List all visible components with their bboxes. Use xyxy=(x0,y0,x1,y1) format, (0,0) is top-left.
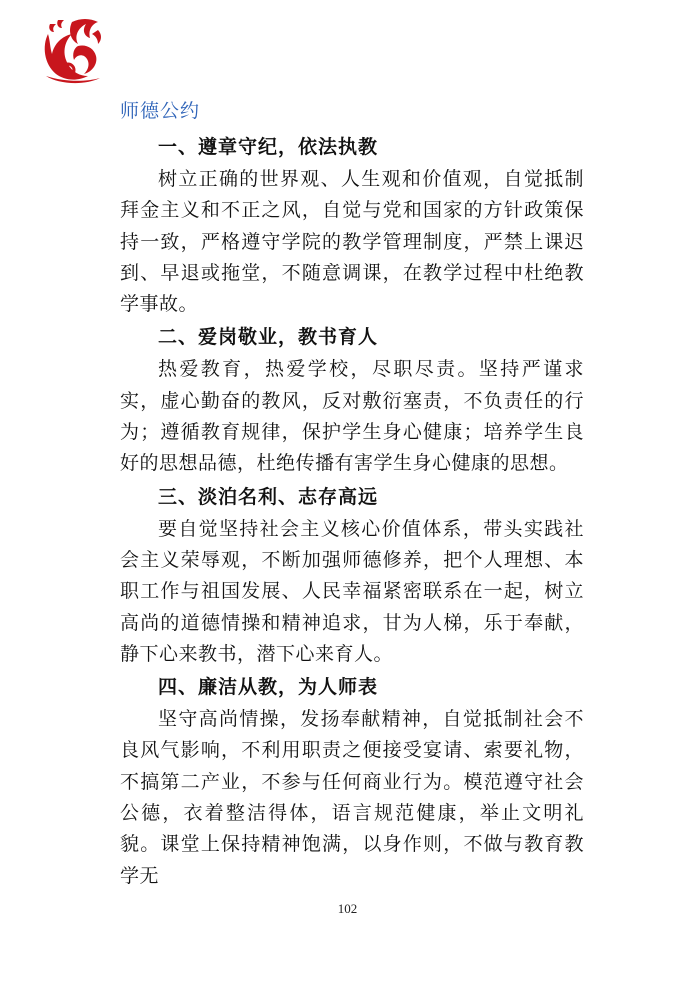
section-body-1: 树立正确的世界观、人生观和价值观，自觉抵制拜金主义和不正之风，自觉与党和国家的方针政策保持一致，严格遵守学院的教学管理制度，严禁上课迟到、早退或拖堂，不随意调课，在教学过程中杜绝教学事故。 xyxy=(120,168,584,316)
section-body-4: 坚守高尚情操，发扬奉献精神，自觉抵制社会不良风气影响，不利用职责之便接受宴请、索要礼物，不搞第二产业，不参与任何商业行为。模范遵守社会公德，衣着整洁得体，语言规范健康，举止文明礼貌。课堂上保持精神饱满，以身作则，不做与教育教学无 xyxy=(120,708,584,887)
document-title: 师德公约 xyxy=(120,100,201,122)
section-heading-4: 四、廉洁从教，为人师表 xyxy=(158,676,379,699)
document-body xyxy=(120,130,584,892)
section-body-2: 热爱教育，热爱学校，尽职尽责。坚持严谨求实，虚心勤奋的教风，反对敷衍塞责，不负责任的行为；遵循教育规律，保护学生身心健康；培养学生良好的思想品德，杜绝传播有害学生身心健康的思想。 xyxy=(120,358,584,475)
phoenix-logo-icon xyxy=(38,14,108,86)
section-heading-1: 一、遵章守纪，依法执教 xyxy=(158,136,379,158)
section-heading-2: 二、爱岗敬业，教书育人 xyxy=(158,326,379,349)
section-heading-3: 三、淡泊名利、志存高远 xyxy=(158,485,379,508)
section-body-3: 要自觉坚持社会主义核心价值体系，带头实践社会主义荣辱观，不断加强师德修养，把个人理想、本职工作与祖国发展、人民幸福紧密联系在一起，树立高尚的道德情操和精神追求，甘为人梯，乐于奉献，静下心来教书，潜下心来育人。 xyxy=(120,517,584,665)
page-number: 102 xyxy=(337,901,358,916)
